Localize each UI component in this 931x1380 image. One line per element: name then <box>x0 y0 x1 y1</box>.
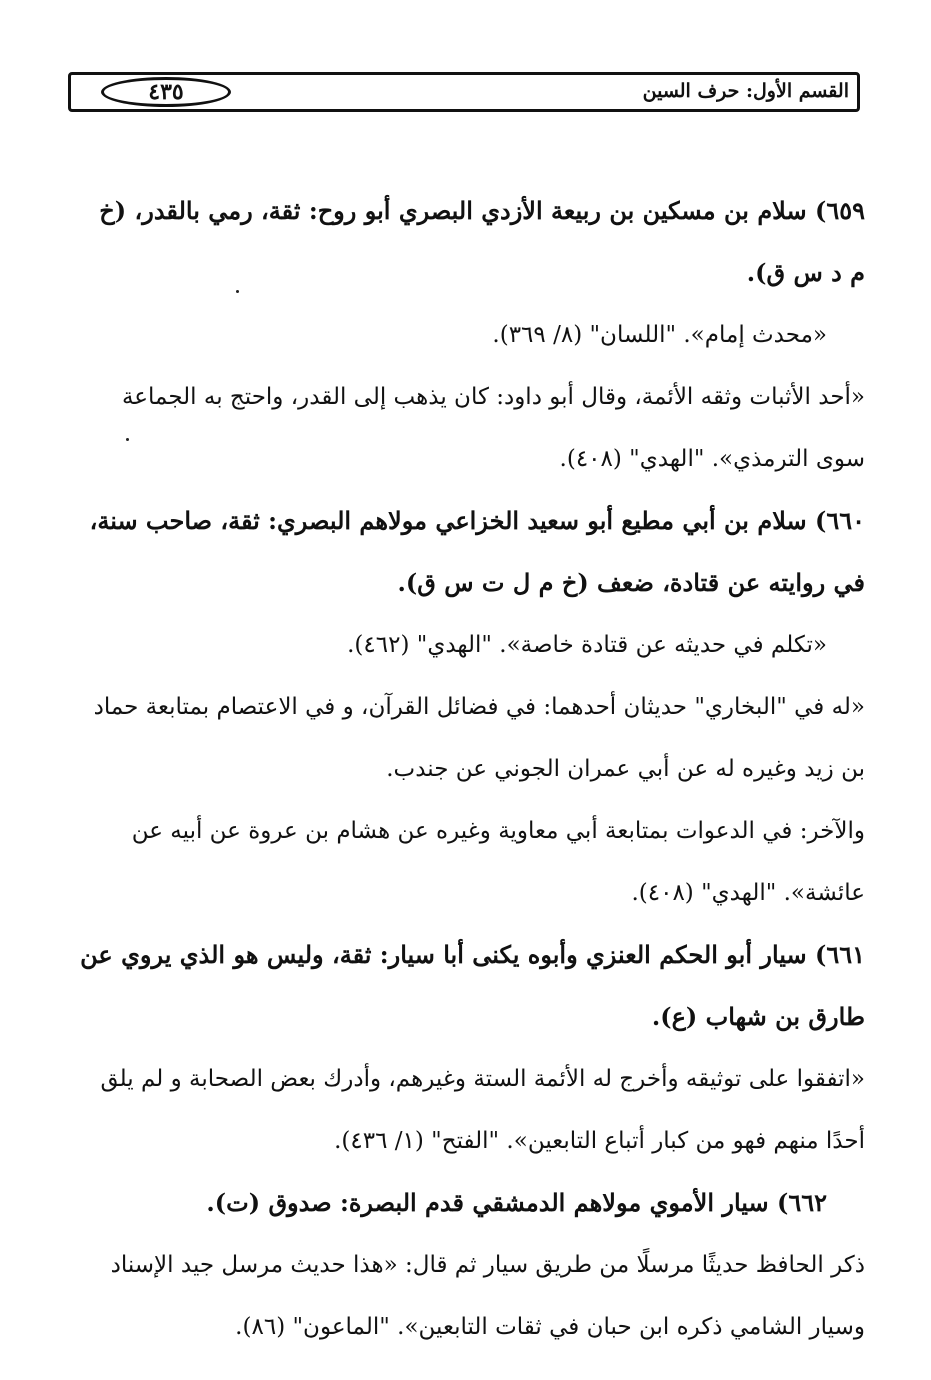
entry-660-quote-1: «تكلم في حديثه عن قتادة خاصة». "الهدي" (٤٦٢). <box>347 632 827 658</box>
scan-speck <box>126 438 129 441</box>
entry-659-heading: ٦٥٩) سلام بن مسكين بن ربيعة الأزدي البصري أبو روح: ثقة، رمي بالقدر، (خ <box>99 196 865 225</box>
entry-662-quote-1: ذكر الحافظ حديثًا مرسلًا من طريق سيار ثم قال: «هذا حديث مرسل جيد الإسناد <box>110 1252 865 1278</box>
entry-661-heading-cont: طارق بن شهاب (ع). <box>651 1002 865 1031</box>
entry-660-heading: ٦٦٠) سلام بن أبي مطيع أبو سعيد الخزاعي مولاهم البصري: ثقة، صاحب سنة، <box>89 506 865 535</box>
entry-659-heading-cont: م د س ق). <box>746 258 865 287</box>
entry-661-quote-1-cont: أحدًا منهم فهو من كبار أتباع التابعين». "الفتح" (١/ ٤٣٦). <box>334 1128 865 1154</box>
entry-660-quote-3: والآخر: في الدعوات بمتابعة أبي معاوية وغيره عن هشام بن عروة عن أبيه عن <box>131 818 865 844</box>
entry-661-quote-1: «اتفقوا على توثيقه وأخرج له الأئمة الستة وغيرهم، وأدرك بعض الصحابة و لم يلق <box>100 1066 865 1092</box>
scan-speck <box>236 290 239 293</box>
header-title: القسم الأول: حرف السين <box>642 80 849 102</box>
entry-660-heading-cont: في روايته عن قتادة، ضعف (خ م ل ت س ق). <box>397 568 865 597</box>
entry-659-quote-1: «محدث إمام». "اللسان" (٨/ ٣٦٩). <box>492 322 827 348</box>
entry-660-quote-2-cont: بن زيد وغيره له عن أبي عمران الجوني عن جندب. <box>386 756 865 782</box>
entry-659-quote-2: «أحد الأثبات وثقه الأئمة، وقال أبو داود: كان يذهب إلى القدر، واحتج به الجماعة <box>121 384 865 410</box>
entry-661-heading: ٦٦١) سيار أبو الحكم العنزي وأبوه يكنى أبا سيار: ثقة، وليس هو الذي يروي عن <box>80 940 865 969</box>
page-number: ٤٣٥ <box>101 77 231 107</box>
entry-659-quote-2-cont: سوى الترمذي». "الهدي" (٤٠٨). <box>559 446 865 472</box>
page-header <box>68 72 860 112</box>
entry-660-quote-3-cont: عائشة». "الهدي" (٤٠٨). <box>631 880 865 906</box>
entry-662-heading: ٦٦٢) سيار الأموي مولاهم الدمشقي قدم البصرة: صدوق (ت). <box>206 1188 827 1217</box>
entry-660-quote-2: «له في "البخاري" حديثان أحدهما: في فضائل القرآن، و في الاعتصام بمتابعة حماد <box>93 694 865 720</box>
entry-662-quote-1-cont: وسيار الشامي ذكره ابن حبان في ثقات التابعين». "الماعون" (٨٦). <box>235 1314 865 1340</box>
page-body <box>55 180 865 1358</box>
